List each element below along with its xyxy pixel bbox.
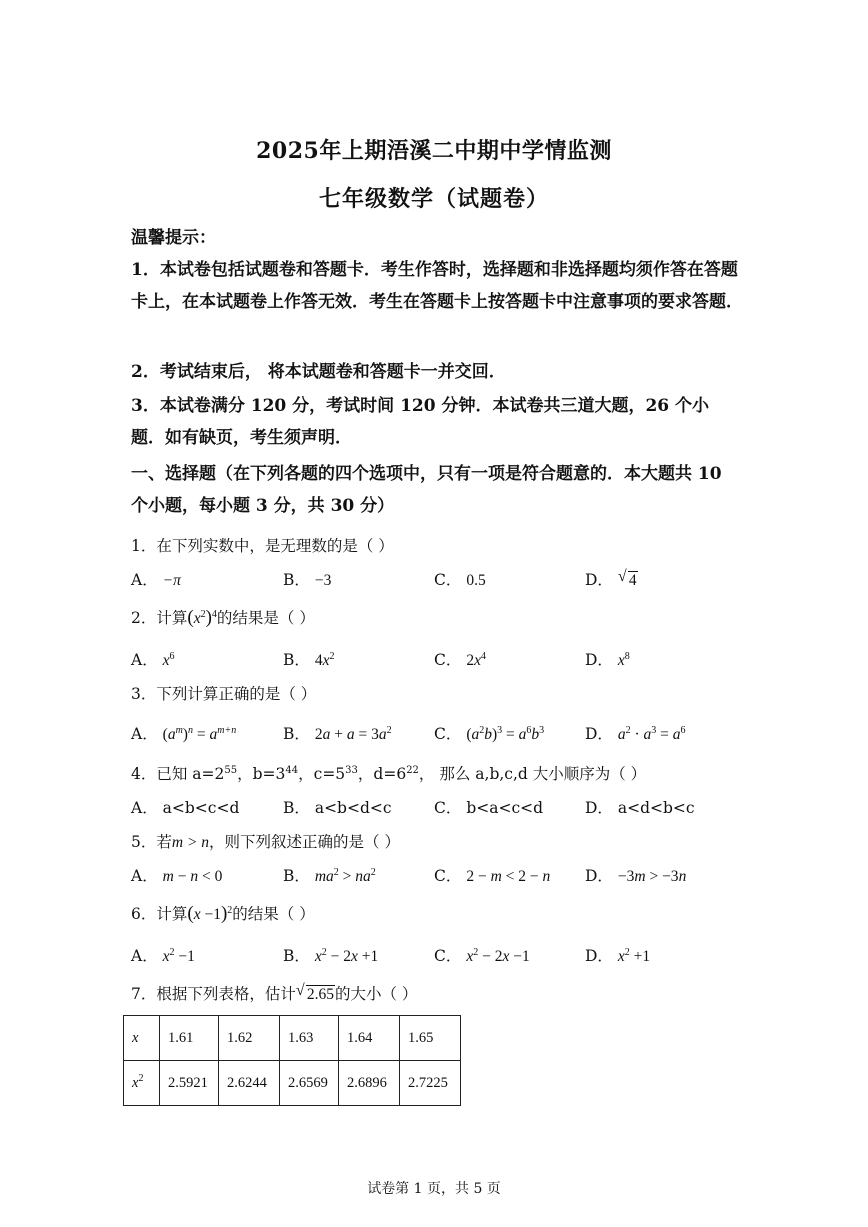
exam-title: 2025年上期浯溪二中期中学情监测: [256, 138, 612, 164]
question-5-stem: 5．若m > n，则下列叙述正确的是（ ）: [131, 833, 400, 851]
q3-option-c: C． $(a^2b)^3 = a^6b^3$: [434, 725, 545, 743]
table-cell: 2.6244: [219, 1061, 280, 1106]
table-cell: 2.6896: [339, 1061, 400, 1106]
table-cell: 1.61: [160, 1016, 219, 1061]
table-row: [124, 1016, 461, 1061]
q2-option-a: A． $x^6$: [131, 651, 175, 669]
notice-item-1: 1．本试卷包括试题卷和答题卡．考生作答时，选择题和非选择题均须作答在答题卡上，在本试题卷上作答无效．考生在答题卡上按答题卡中注意事项的要求答题．: [131, 260, 743, 312]
sqrt-symbol: √ 2.65: [295, 982, 334, 1003]
q2-option-b: B． $4x^2$: [283, 651, 335, 669]
q6-option-c: C． $x^2 - 2x -1$: [434, 947, 530, 965]
values-table: [123, 1015, 461, 1106]
q4-option-a: A． a<b<c<d: [131, 799, 240, 817]
sqrt-symbol: √ 4: [617, 568, 637, 589]
q2-option-d: D． $x^8$: [585, 651, 630, 669]
table-cell: 1.64: [339, 1016, 400, 1061]
q1-option-c: C． 0.5: [434, 571, 486, 589]
q5-option-a: A． m − n < 0: [131, 867, 223, 885]
q3-option-a: A． $(a^m)^n = a^{m+n}$: [131, 725, 237, 743]
question-2-stem: 2．计算$(x^2)^4$的结果是（ ）: [131, 607, 315, 628]
notice-heading: 温馨提示：: [131, 228, 216, 248]
table-cell: 1.62: [219, 1016, 280, 1061]
question-1-stem: 1．在下列实数中，是无理数的是（ ）: [131, 537, 394, 555]
q1-option-b: B． −3: [283, 571, 332, 589]
q2-option-c: C． $2x^4$: [434, 651, 486, 669]
question-7-stem: 7．根据下列表格，估计 √ 2.65的大小（ ）: [131, 982, 418, 1003]
q3-option-b: B． $2a + a = 3a^2$: [283, 725, 392, 743]
question-3-stem: 3．下列计算正确的是（ ）: [131, 685, 317, 703]
table-cell: 1.65: [400, 1016, 461, 1061]
notice-item-3: 3．本试卷满分 120 分，考试时间 120 分钟．本试卷共三道大题，26 个小题．如有缺页，考生须声明．: [131, 396, 710, 448]
q4-option-c: C． b<a<c<d: [434, 799, 544, 817]
q4-option-d: D． a<d<b<c: [585, 799, 695, 817]
q5-option-c: C． 2 − m < 2 − n: [434, 867, 551, 885]
q1-option-a: A． −π: [131, 571, 181, 589]
page-footer: 试卷第 1 页，共 5 页: [367, 1181, 501, 1197]
q5-option-d: D． −3m > −3n: [585, 867, 687, 885]
question-6-stem: 6．计算$(x -1)^2$的结果（ ）: [131, 903, 315, 924]
table-header-cell: $x^2$: [124, 1061, 160, 1106]
q5-option-b: B． $ma^2 > na^2$: [283, 867, 376, 885]
question-4-stem: 4．已知 $a=2^{55}$，$b=3^{44}$，$c=5^{33}$，$d=6^{22}$， 那么 a,b,c,d 大小顺序为（ ）: [131, 765, 647, 783]
table-cell: 2.6569: [280, 1061, 339, 1106]
table-cell: 1.63: [280, 1016, 339, 1061]
table-cell: 2.7225: [400, 1061, 461, 1106]
q6-option-b: B． $x^2 - 2x +1$: [283, 947, 379, 965]
table-header-cell: x: [124, 1016, 160, 1061]
notice-item-2: 2．考试结束后， 将本试题卷和答题卡一并交回．: [131, 362, 506, 382]
exam-subtitle: 七年级数学（试题卷）: [318, 186, 549, 212]
q1-option-d: D． √ 4: [585, 568, 637, 589]
q6-option-d: D． $x^2 +1$: [585, 947, 651, 965]
table-row: [124, 1061, 461, 1106]
q4-option-b: B． a<b<d<c: [283, 799, 392, 817]
table-cell: 2.5921: [160, 1061, 219, 1106]
q3-option-d: D． $a^2 \cdot a^3 = a^6$: [585, 725, 686, 743]
section-heading: 一、选择题（在下列各题的四个选项中，只有一项是符合题意的．本大题共 10 个小题，每小题 3 分，共 30 分）: [131, 464, 722, 516]
q6-option-a: A． $x^2 -1$: [131, 947, 195, 965]
